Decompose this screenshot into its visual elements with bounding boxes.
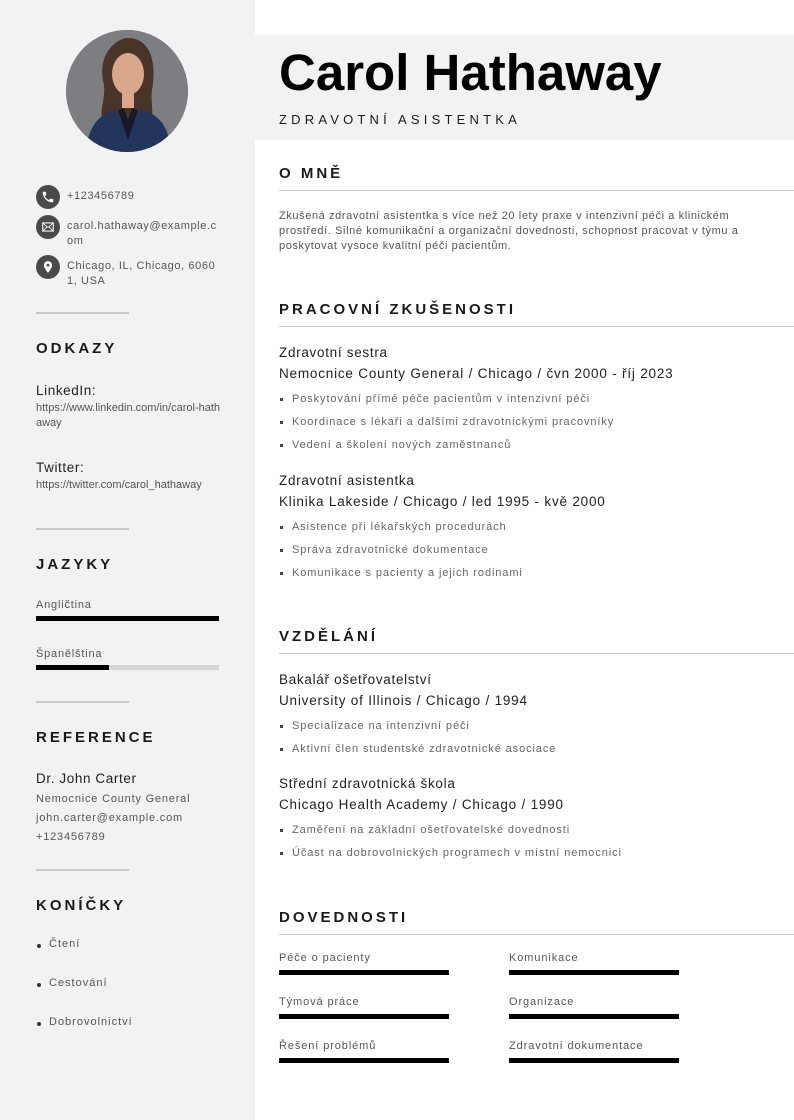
entry-degree: Bakalář ošetřovatelství: [279, 672, 432, 687]
skill-level-bar: [279, 1014, 449, 1019]
skill-level-fill: [279, 1058, 449, 1063]
skill-level-bar: [509, 970, 679, 975]
experience-heading: PRACOVNÍ ZKUŠENOSTI: [279, 301, 517, 318]
skill-item: [509, 1040, 679, 1063]
entry-bullets: [279, 516, 779, 585]
bullet-item: Správa zdravotnické dokumentace: [279, 539, 779, 562]
phone-text: +123456789: [67, 190, 135, 202]
bullet-icon: [37, 1022, 41, 1026]
languages-heading: JAZYKY: [36, 556, 114, 573]
bullet-icon: [37, 944, 41, 948]
bullet-icon: [280, 725, 283, 728]
skill-level-fill: [509, 970, 679, 975]
section-rule: [279, 190, 794, 191]
bullet-icon: [280, 748, 283, 751]
bullet-icon: [280, 398, 283, 401]
bullet-item: Asistence při lékařských procedurách: [279, 516, 779, 539]
section-rule: [279, 653, 794, 654]
entry-meta: Nemocnice County General / Chicago / čvn 2000 - říj 2023: [279, 366, 674, 381]
section-rule: [279, 934, 794, 935]
skill-item: [279, 996, 449, 1019]
bullet-item: Komunikace s pacienty a jejich rodinami: [279, 562, 779, 585]
bullet-icon: [280, 421, 283, 424]
hobbies-list: [36, 938, 236, 1055]
bullet-icon: [37, 983, 41, 987]
skills-heading: DOVEDNOSTI: [279, 909, 409, 926]
location-pin-icon: [36, 255, 60, 279]
divider: [36, 312, 129, 314]
contact-email: [36, 215, 226, 249]
skill-name: Komunikace: [509, 952, 579, 964]
email-text[interactable]: carol.hathaway@example.com: [67, 220, 217, 247]
reference-email[interactable]: john.carter@example.com: [36, 812, 183, 824]
entry-role: Zdravotní sestra: [279, 345, 388, 360]
link-linkedin: [36, 383, 226, 431]
candidate-name: Carol Hathaway: [279, 44, 662, 101]
skill-name: Zdravotní dokumentace: [509, 1040, 644, 1052]
education-heading: VZDĚLÁNÍ: [279, 628, 378, 645]
link-label: Twitter:: [36, 460, 85, 475]
skill-item: [279, 1040, 449, 1063]
bullet-icon: [280, 829, 283, 832]
language-level-bar: [36, 665, 219, 670]
language-level-bar: [36, 616, 219, 621]
reference-block: [36, 771, 236, 847]
skill-item: [509, 952, 679, 975]
skill-name: Řešení problémů: [279, 1040, 377, 1052]
entry-meta: University of Illinois / Chicago / 1994: [279, 693, 528, 708]
contact-phone: [36, 185, 226, 209]
language-english: [36, 599, 219, 621]
bullet-item: Koordinace s lékaři a dalšími zdravotnickými pracovníky: [279, 411, 779, 434]
entry-bullets: [279, 819, 779, 865]
skill-level-fill: [509, 1058, 679, 1063]
skill-level-bar: [509, 1058, 679, 1063]
hobbies-heading: KONÍČKY: [36, 897, 127, 914]
twitter-url[interactable]: https://twitter.com/carol_hathaway: [36, 479, 202, 491]
phone-icon: [36, 185, 60, 209]
bullet-item: Poskytování přímé péče pacientům v intenzivní péči: [279, 388, 779, 411]
education-entry: [279, 670, 779, 761]
experience-entry: [279, 471, 779, 585]
bullet-item: Účast na dobrovolnických programech v místní nemocnici: [279, 842, 779, 865]
about-text: Zkušená zdravotní asistentka s více než 20 lety praxe v intenzivní péči a klinickém prostředí. Silné komunikační a organizační dovednosti, schopnost pracovat v týmu a poskytovat vysoce kvalitní péči pacientům.: [279, 210, 739, 252]
skill-level-fill: [279, 1014, 449, 1019]
skill-level-bar: [509, 1014, 679, 1019]
bullet-icon: [280, 852, 283, 855]
skill-level-bar: [279, 1058, 449, 1063]
skill-level-fill: [279, 970, 449, 975]
skill-name: Týmová práce: [279, 996, 360, 1008]
bullet-icon: [280, 444, 283, 447]
link-twitter: [36, 460, 226, 493]
reference-company: Nemocnice County General: [36, 793, 191, 805]
divider: [36, 528, 129, 530]
divider: [36, 701, 129, 703]
experience-entry: [279, 343, 779, 457]
language-level-fill: [36, 616, 219, 621]
bullet-item: Vedení a školení nových zaměstnanců: [279, 434, 779, 457]
language-name: Angličtina: [36, 599, 92, 611]
hobby-item: Cestování: [36, 977, 236, 1016]
entry-bullets: [279, 388, 779, 457]
skill-name: Péče o pacienty: [279, 952, 371, 964]
profile-photo: [66, 30, 188, 152]
language-name: Španělština: [36, 648, 103, 660]
skill-name: Organizace: [509, 996, 575, 1008]
education-entry: [279, 774, 779, 865]
entry-meta: Chicago Health Academy / Chicago / 1990: [279, 797, 564, 812]
hobby-item: Čtení: [36, 938, 236, 977]
bullet-item: Zaměření na základní ošetřovatelské dovednosti: [279, 819, 779, 842]
reference-phone: +123456789: [36, 831, 106, 843]
hobby-item: Dobrovolnictví: [36, 1016, 236, 1055]
skill-item: [279, 952, 449, 975]
entry-bullets: [279, 715, 779, 761]
link-label: LinkedIn:: [36, 383, 97, 398]
job-title: ZDRAVOTNÍ ASISTENTKA: [279, 112, 521, 127]
entry-role: Zdravotní asistentka: [279, 473, 415, 488]
bullet-icon: [280, 526, 283, 529]
language-level-fill: [36, 665, 109, 670]
links-heading: ODKAZY: [36, 340, 118, 357]
section-rule: [279, 326, 794, 327]
entry-degree: Střední zdravotnická škola: [279, 776, 456, 791]
bullet-item: Specializace na intenzivní péči: [279, 715, 779, 738]
entry-meta: Klinika Lakeside / Chicago / led 1995 - kvě 2000: [279, 494, 606, 509]
linkedin-url[interactable]: https://www.linkedin.com/in/carol-hathaway: [36, 402, 221, 429]
bullet-icon: [280, 572, 283, 575]
envelope-icon: [36, 215, 60, 239]
contact-address: [36, 255, 226, 289]
divider: [36, 869, 129, 871]
avatar: [66, 30, 188, 152]
skill-level-fill: [509, 1014, 679, 1019]
bullet-icon: [280, 549, 283, 552]
language-spanish: [36, 648, 219, 670]
reference-heading: REFERENCE: [36, 729, 156, 746]
skill-level-bar: [279, 970, 449, 975]
skill-item: [509, 996, 679, 1019]
about-heading: O MNĚ: [279, 165, 344, 182]
reference-name: Dr. John Carter: [36, 771, 137, 786]
bullet-item: Aktivní člen studentské zdravotnické asociace: [279, 738, 779, 761]
address-text: Chicago, IL, Chicago, 60601, USA: [67, 260, 216, 287]
contact-info: [36, 185, 226, 295]
